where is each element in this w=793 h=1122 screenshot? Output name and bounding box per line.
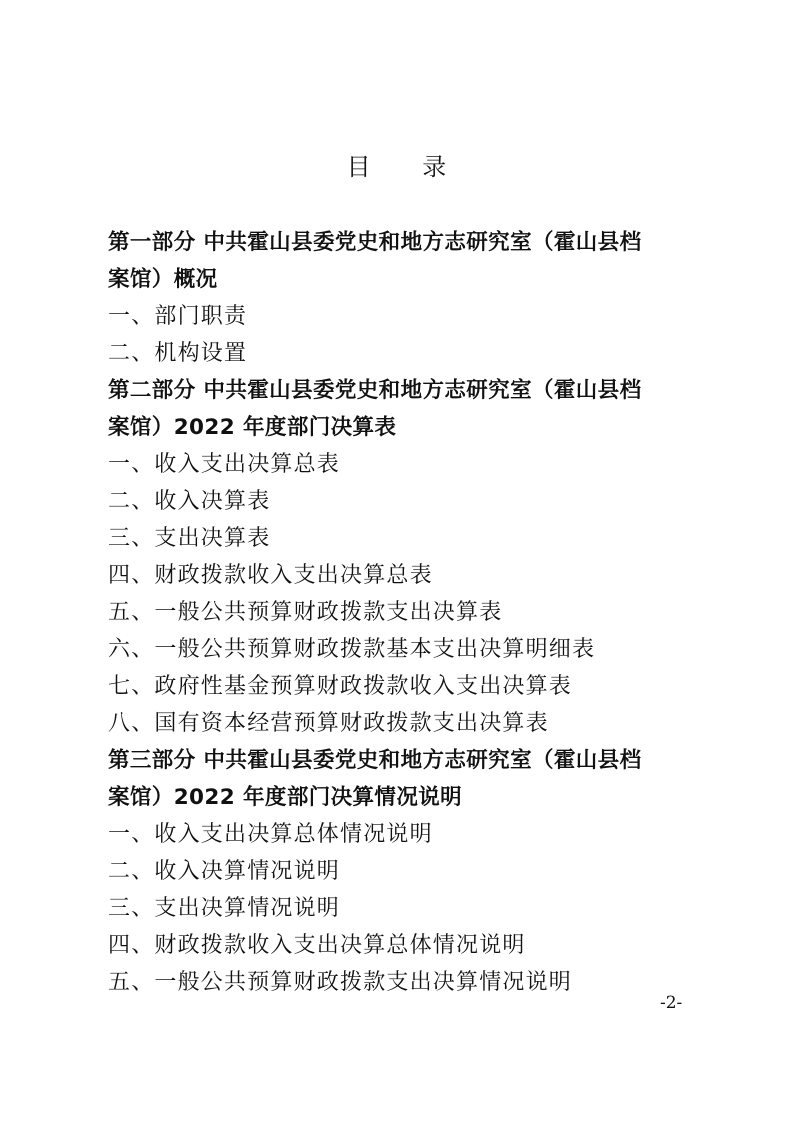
part-3-heading-line-2[interactable]: 案馆）2022 年度部门决算情况说明 bbox=[108, 785, 463, 810]
toc-item[interactable]: 四、财政拨款收入支出决算总体情况说明 bbox=[108, 933, 526, 958]
toc-item[interactable]: 一、部门职责 bbox=[108, 304, 248, 329]
toc-item[interactable]: 六、一般公共预算财政拨款基本支出决算明细表 bbox=[108, 637, 596, 662]
part-3-heading-line-1[interactable]: 第三部分 中共霍山县委党史和地方志研究室（霍山县档 bbox=[108, 748, 642, 773]
toc-item[interactable]: 五、一般公共预算财政拨款支出决算情况说明 bbox=[108, 970, 573, 995]
part-2-heading-line-1[interactable]: 第二部分 中共霍山县委党史和地方志研究室（霍山县档 bbox=[108, 378, 642, 403]
page-number: -2- bbox=[660, 993, 683, 1013]
part-1-heading-line-1[interactable]: 第一部分 中共霍山县委党史和地方志研究室（霍山县档 bbox=[108, 230, 642, 255]
table-of-contents bbox=[108, 224, 698, 1001]
toc-item[interactable]: 五、一般公共预算财政拨款支出决算表 bbox=[108, 600, 503, 625]
toc-item[interactable]: 二、收入决算表 bbox=[108, 489, 271, 514]
toc-item[interactable]: 八、国有资本经营预算财政拨款支出决算表 bbox=[108, 711, 549, 736]
part-2-heading-line-2[interactable]: 案馆）2022 年度部门决算表 bbox=[108, 415, 397, 440]
toc-item[interactable]: 四、财政拨款收入支出决算总表 bbox=[108, 563, 433, 588]
page-title: 目 录 bbox=[346, 153, 469, 181]
toc-item[interactable]: 三、支出决算情况说明 bbox=[108, 896, 341, 921]
toc-item[interactable]: 一、收入支出决算总表 bbox=[108, 452, 341, 477]
toc-item[interactable]: 三、支出决算表 bbox=[108, 526, 271, 551]
toc-item[interactable]: 一、收入支出决算总体情况说明 bbox=[108, 822, 433, 847]
toc-item[interactable]: 二、机构设置 bbox=[108, 341, 248, 366]
toc-item[interactable]: 七、政府性基金预算财政拨款收入支出决算表 bbox=[108, 674, 573, 699]
part-1-heading-line-2[interactable]: 案馆）概况 bbox=[108, 267, 218, 292]
toc-item[interactable]: 二、收入决算情况说明 bbox=[108, 859, 341, 884]
